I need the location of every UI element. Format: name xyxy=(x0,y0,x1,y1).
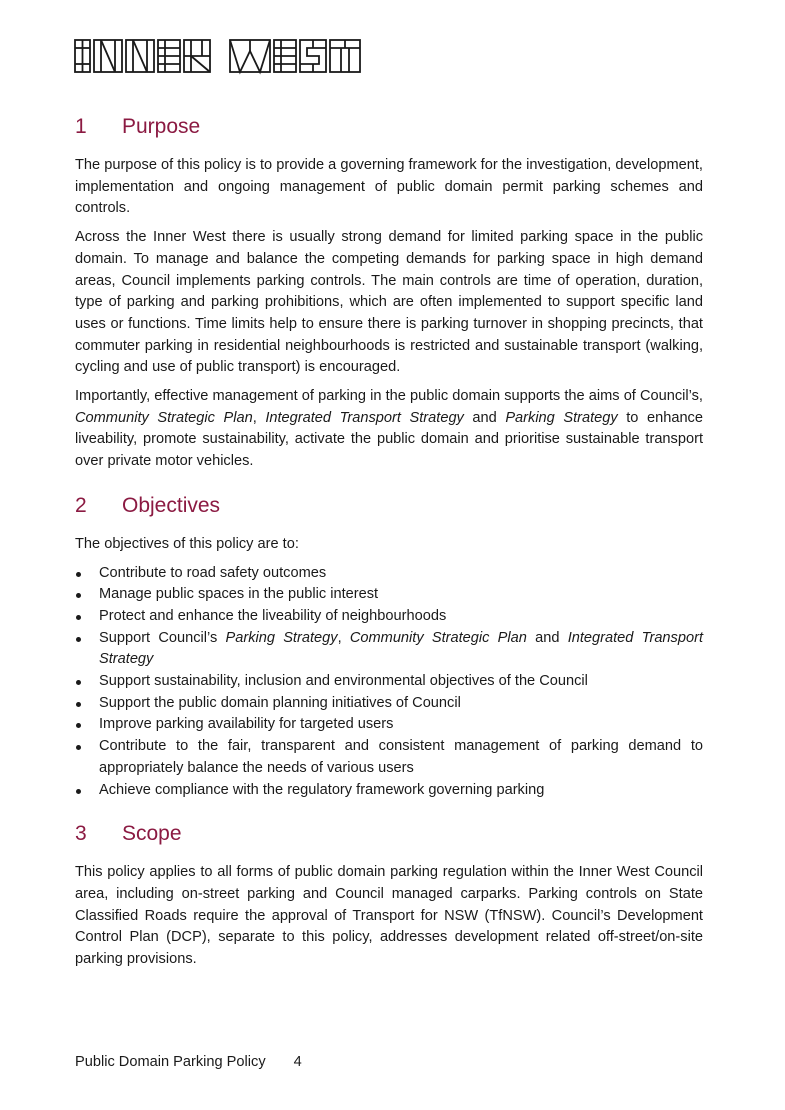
section-heading-scope xyxy=(75,819,703,849)
section-number: 3 xyxy=(75,822,87,846)
scope-paragraph-1: This policy applies to all forms of public domain parking regulation within the Inner West Council area, including on-street parking and Council managed carparks. Parking controls on State Classified Roads require the approval of Transport for NSW (TfNSW). Council’s Development Control Plan (DCP), separate to this policy, addresses development related off-street/on-site parking provisions. xyxy=(75,864,703,968)
page-footer xyxy=(75,1052,302,1072)
logo-letter-t xyxy=(330,40,360,72)
logo-letter-e xyxy=(158,40,180,72)
purpose-paragraph-2: Across the Inner West there is usually strong demand for limited parking space in the public domain. To manage and balance the competing demands for parking space in high demand areas, Council implements parking controls. The main controls are time of operation, duration, type of parking and parking prohibitions, which are often implemented to support specific land uses or functions. Time limits help to ensure there is parking turnover in shopping precincts, that commuter parking in residential neighbourhoods is restricted and sustainable transport (walking, cycling and use of public transport) is encouraged. xyxy=(75,229,703,376)
list-item: Contribute to road safety outcomes xyxy=(75,563,703,585)
logo-letter-i xyxy=(75,40,90,72)
logo-letter-r xyxy=(184,40,210,72)
inner-west-logo xyxy=(74,37,374,77)
section-heading-purpose xyxy=(75,112,703,142)
logo-letter-w xyxy=(230,40,270,72)
logo-letter-e-2 xyxy=(274,40,296,72)
logo-letter-n-2 xyxy=(126,40,154,72)
section-title: Scope xyxy=(122,822,182,846)
list-item: Achieve compliance with the regulatory framework governing parking xyxy=(75,780,703,802)
list-item: Support the public domain planning initiatives of Council xyxy=(75,693,703,715)
text-run: , xyxy=(337,629,350,646)
list-item xyxy=(75,628,703,671)
objectives-list xyxy=(75,563,703,802)
section-heading-objectives xyxy=(75,491,703,521)
doc-ref-integrated-transport-strategy: Integrated Transport Strategy xyxy=(265,409,464,426)
footer-document-title: Public Domain Parking Policy xyxy=(75,1054,266,1070)
doc-ref-parking-strategy: Parking Strategy xyxy=(505,409,618,426)
text-run: and xyxy=(526,629,568,646)
list-item: Contribute to the fair, transparent and consistent management of parking demand to appropriately balance the needs of various users xyxy=(75,736,703,779)
text-run: Importantly, effective management of parking in the public domain supports the aims of Council’s, xyxy=(75,388,703,405)
page-number: 4 xyxy=(293,1054,302,1070)
section-title: Purpose xyxy=(122,115,201,138)
logo-letter-n xyxy=(94,40,122,72)
text-run: , xyxy=(252,409,266,426)
list-item: Protect and enhance the liveability of neighbourhoods xyxy=(75,606,703,628)
doc-ref-community-strategic-plan: Community Strategic Plan xyxy=(349,629,527,646)
logo-letter-s xyxy=(300,40,326,72)
text-run: to enhance liveability, promote sustainability, activate the public domain and prioritise sustainable transport over private motor vehicles. xyxy=(75,409,703,470)
purpose-paragraph-3 xyxy=(75,386,703,473)
objectives-intro: The objectives of this policy are to: xyxy=(75,535,299,552)
doc-ref-integrated-transport-strategy: Integrated Transport Strategy xyxy=(99,629,703,668)
section-title: Objectives xyxy=(122,493,221,517)
doc-ref-parking-strategy: Parking Strategy xyxy=(225,629,338,646)
doc-ref-community-strategic-plan: Community Strategic Plan xyxy=(75,409,253,426)
list-item: Manage public spaces in the public interest xyxy=(75,584,703,606)
purpose-paragraph-1: The purpose of this policy is to provide a governing framework for the investigation, development, implementation and ongoing management of public domain permit parking schemes and controls. xyxy=(75,157,703,217)
text-run: Support Council’s xyxy=(99,629,226,646)
list-item: Support sustainability, inclusion and environmental objectives of the Council xyxy=(75,671,703,693)
section-number: 1 xyxy=(75,115,87,138)
text-run: and xyxy=(463,409,506,426)
section-number: 2 xyxy=(75,493,87,517)
document-body xyxy=(75,112,703,971)
list-item: Improve parking availability for targeted users xyxy=(75,714,703,736)
